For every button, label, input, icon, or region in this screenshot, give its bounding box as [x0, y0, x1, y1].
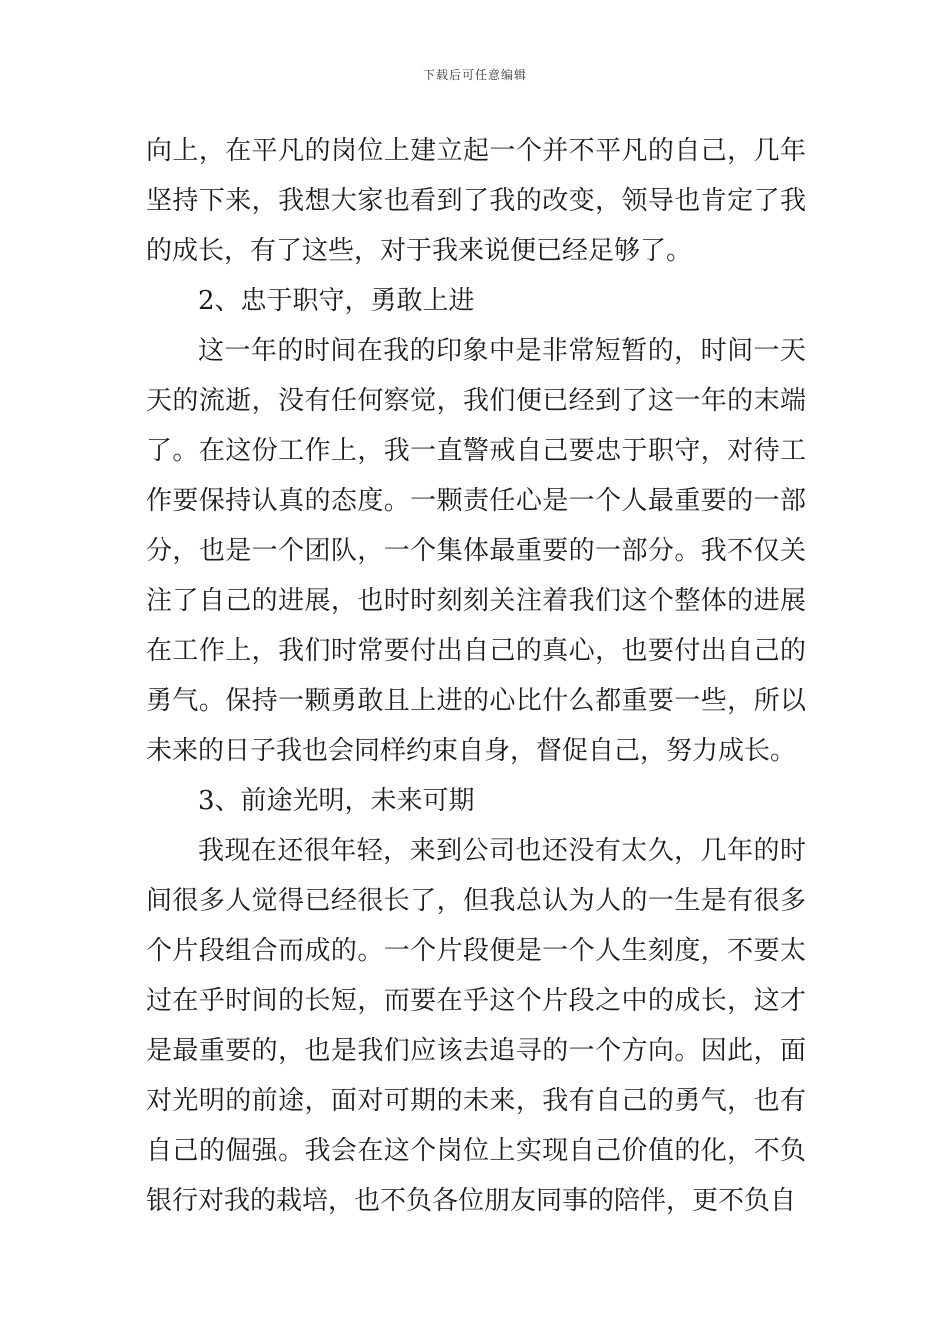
paragraph-future: 我现在还很年轻，来到公司也还没有太久，几年的时间很多人觉得已经很长了，但我总认为人的一生是有很多个片段组合而成的。一个片段便是一个人生刻度，不要太过在乎时间的长短，而要在乎这个片段之中的成长，这才是最重要的，也是我们应该去追寻的一个方向。因此，面对光明的前途，面对可期的未来，我有自己的勇气，也有自己的倔强。我会在这个岗位上实现自己价值的化，不负银行对我的栽培，也不负各位朋友同事的陪伴，更不负自 — [146, 836, 806, 1216]
section-heading-2: 2、忠于职守，勇敢上进 — [198, 286, 475, 316]
page-header-note: 下载后可任意编辑 — [422, 68, 527, 82]
section-heading-3: 3、前途光明，未来可期 — [198, 786, 475, 816]
document-body — [146, 126, 806, 1226]
paragraph-duty: 这一年的时间在我的印象中是非常短暂的，时间一天天的流逝，没有任何察觉，我们便已经到了这一年的末端了。在这份工作上，我一直警戒自己要忠于职守，对待工作要保持认真的态度。一颗责任心是一个人最重要的一部分，也是一个团队，一个集体最重要的一部分。我不仅关注了自己的进展，也时时刻刻关注着我们这个整体的进展在工作上，我们时常要付出自己的真心，也要付出自己的勇气。保持一颗勇敢且上进的心比什么都重要一些，所以未来的日子我也会同样约束自身，督促自己，努力成长。 — [146, 336, 806, 766]
paragraph-continuation: 向上，在平凡的岗位上建立起一个并不平凡的自己，几年坚持下来，我想大家也看到了我的改变，领导也肯定了我的成长，有了这些，对于我来说便已经足够了。 — [146, 136, 806, 266]
